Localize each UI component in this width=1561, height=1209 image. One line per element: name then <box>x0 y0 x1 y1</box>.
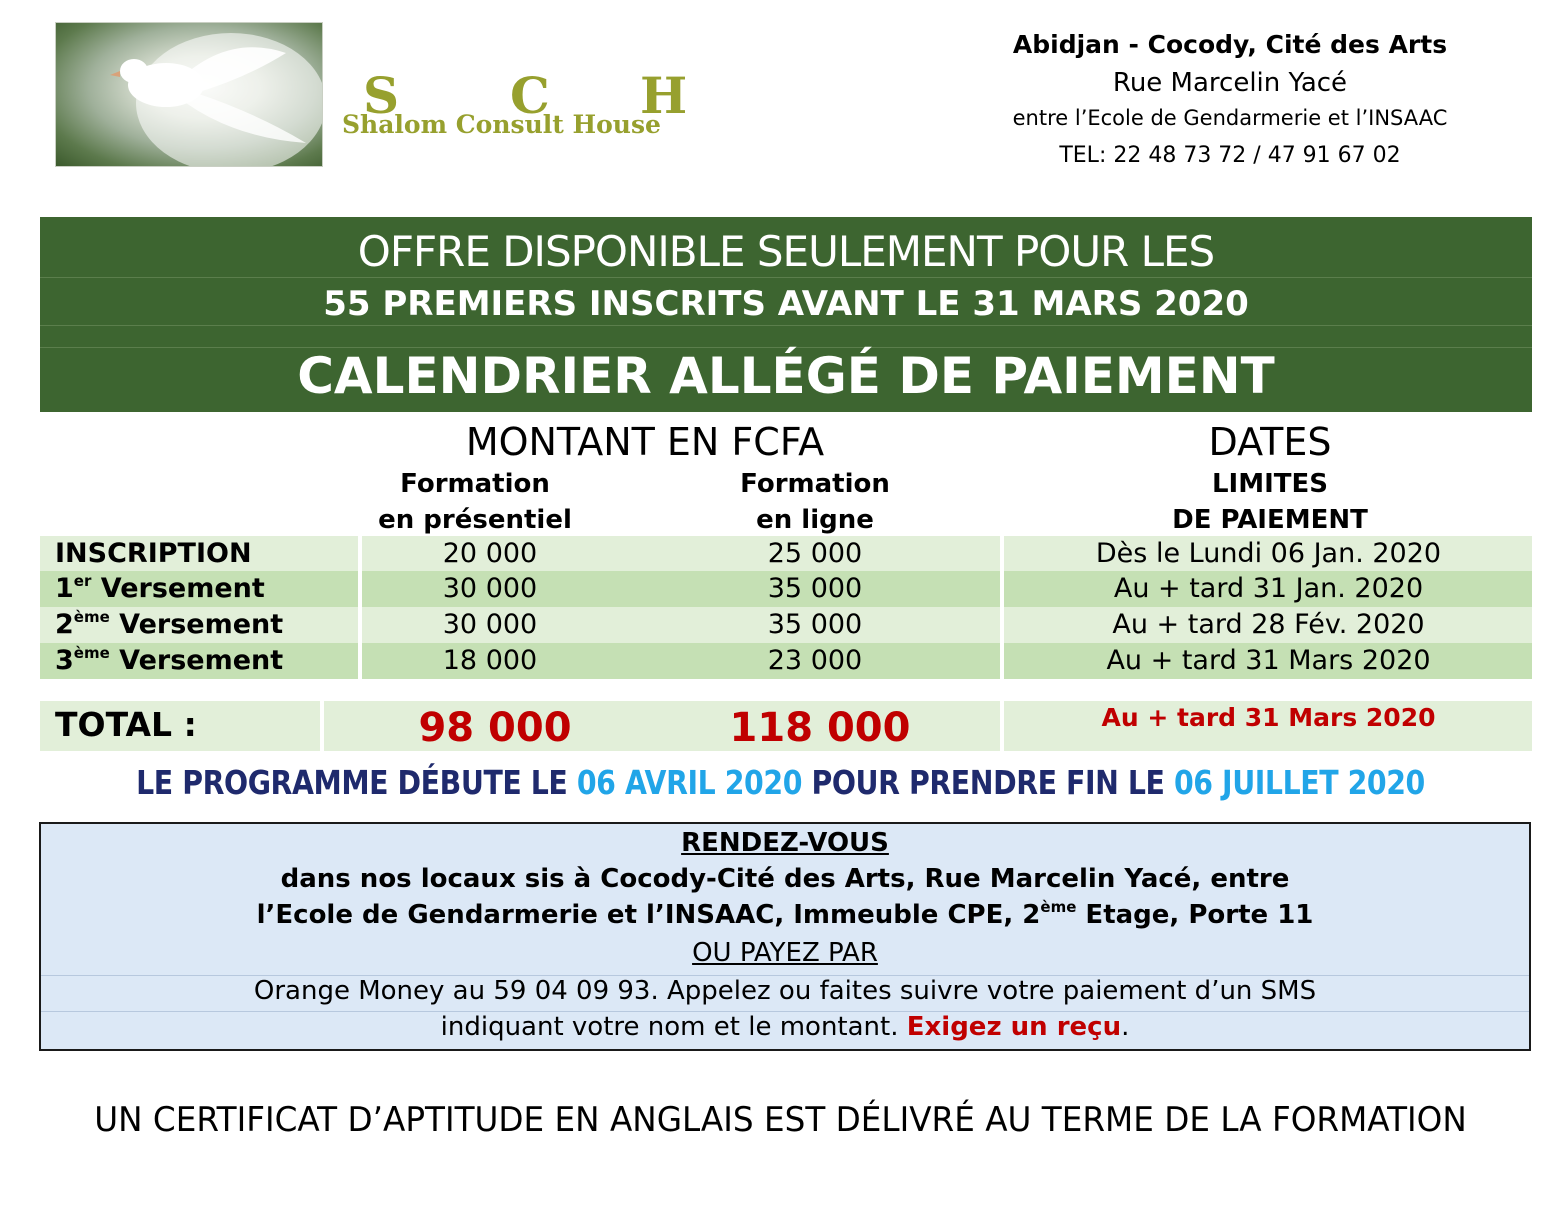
address-street: Rue Marcelin Yacé <box>1112 68 1348 98</box>
amount-presentiel: 30 000 <box>442 609 538 640</box>
total-presentiel: 98 000 <box>418 705 572 751</box>
row-label: 1er Versement <box>55 572 265 604</box>
offer-banner <box>40 217 1532 412</box>
receipt-info: indiquant votre nom et le montant. Exigez un reçu. <box>440 1012 1130 1042</box>
logo-tagline: Shalom Consult House <box>342 110 661 139</box>
row-label: 2ème Versement <box>55 608 284 640</box>
programme-end-date: 06 JUILLET 2020 <box>1173 763 1425 802</box>
amount-presentiel: 20 000 <box>442 538 538 569</box>
offer-line-1: OFFRE DISPONIBLE SEULEMENT POUR LES <box>357 227 1215 276</box>
column-header-line: en ligne <box>756 505 874 535</box>
table-row <box>40 571 1532 607</box>
rendez-vous-address-2: l’Ecole de Gendarmerie et l’INSAAC, Immeuble CPE, 2ème Etage, Porte 11 <box>256 898 1314 930</box>
offer-line-2: 55 PREMIERS INSCRITS AVANT LE 31 MARS 2020 <box>323 284 1249 324</box>
address-landmark: entre l’Ecole de Gendarmerie et l’INSAAC <box>1012 106 1448 130</box>
orange-money-info: Orange Money au 59 04 09 93. Appelez ou faites suivre votre paiement d’un SMS <box>253 976 1317 1006</box>
column-header-en-ligne <box>670 466 960 538</box>
row-label: 3ème Versement <box>55 644 284 676</box>
column-header-limites <box>1120 466 1420 538</box>
payment-deadline: Dès le Lundi 06 Jan. 2020 <box>1095 538 1442 569</box>
table-row <box>40 643 1532 679</box>
logo-letter: C <box>510 66 550 125</box>
header-dates: DATES <box>1208 420 1332 464</box>
amount-en-ligne: 35 000 <box>767 609 863 640</box>
column-header-line: Formation <box>400 469 550 499</box>
programme-dates: LE PROGRAMME DÉBUTE LE 06 AVRIL 2020 POUR PRENDRE FIN LE 06 JUILLET 2020 <box>136 763 1425 802</box>
column-header-line: Formation <box>740 469 890 499</box>
logo-dove-image <box>55 22 323 167</box>
payment-deadline: Au + tard 31 Jan. 2020 <box>1113 573 1424 604</box>
dove-icon <box>56 23 322 166</box>
payment-deadline: Au + tard 28 Fév. 2020 <box>1112 609 1425 640</box>
amount-presentiel: 18 000 <box>442 645 538 676</box>
amount-en-ligne: 25 000 <box>767 538 863 569</box>
column-header-presentiel <box>330 466 620 538</box>
total-en-ligne: 118 000 <box>729 705 911 751</box>
column-header-line: DE PAIEMENT <box>1172 505 1368 535</box>
total-label: TOTAL : <box>55 705 197 744</box>
total-row <box>40 701 1532 751</box>
programme-start-date: 06 AVRIL 2020 <box>576 763 803 802</box>
address-city: Abidjan - Cocody, Cité des Arts <box>1012 30 1448 59</box>
total-deadline: Au + tard 31 Mars 2020 <box>1101 703 1436 732</box>
telephone: TEL: 22 48 73 72 / 47 91 67 02 <box>1059 143 1401 168</box>
ou-payez-par: OU PAYEZ PAR <box>692 938 878 968</box>
rendez-vous-title: RENDEZ-VOUS <box>681 828 889 858</box>
page-title: CALENDRIER ALLÉGÉ DE PAIEMENT <box>297 347 1275 405</box>
row-label: INSCRIPTION <box>55 538 252 569</box>
payment-deadline: Au + tard 31 Mars 2020 <box>1106 645 1431 676</box>
rendez-vous-address-1: dans nos locaux sis à Cocody-Cité des Arts, Rue Marcelin Yacé, entre <box>280 864 1290 894</box>
amount-en-ligne: 35 000 <box>767 573 863 604</box>
header-amount: MONTANT EN FCFA <box>465 420 825 464</box>
rendez-vous-box <box>39 822 1531 1051</box>
exigez-recu: Exigez un reçu <box>906 1012 1122 1042</box>
column-header-line: en présentiel <box>378 505 572 535</box>
certificate-note: UN CERTIFICAT D’APTITUDE EN ANGLAIS EST DÉLIVRÉ AU TERME DE LA FORMATION <box>94 1100 1467 1140</box>
table-row <box>40 536 1532 572</box>
table-row <box>40 607 1532 643</box>
column-header-line: LIMITES <box>1211 469 1328 499</box>
logo-letter: H <box>640 66 688 125</box>
amount-presentiel: 30 000 <box>442 573 538 604</box>
logo-letter: S <box>363 66 400 125</box>
amount-en-ligne: 23 000 <box>767 645 863 676</box>
